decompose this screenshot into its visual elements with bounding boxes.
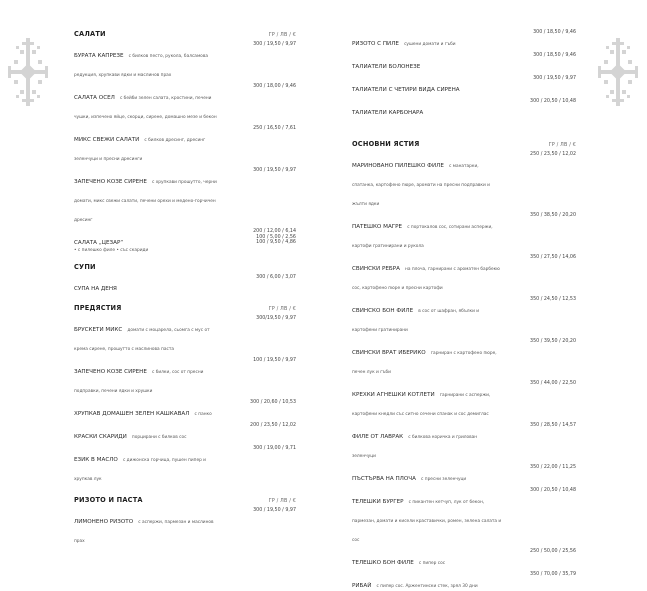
item-name: ЗАПЕЧЕНО КОЗЕ СИРЕНЕ — [74, 179, 147, 185]
item-desc: с билкова коричка и грилован зеленчуци — [352, 435, 478, 459]
section-title: СУПИ — [74, 263, 96, 272]
item-price: 300 / 18,50 / 9,46 — [533, 53, 576, 58]
item-desc: с хрупкави прошутто, черни домати, микс свежи салати, печени орехи и медено-горчичен дресинг — [74, 180, 217, 223]
menu-item — [74, 229, 296, 253]
menu-item — [74, 275, 296, 294]
item-name: КРАСКИ СКАРИДИ — [74, 434, 127, 441]
section-header-risotto — [74, 496, 296, 504]
item-desc: в сос от шафран, ябълки и картофени гратинирани — [352, 309, 480, 333]
menu-item — [74, 446, 296, 484]
item-price: 250 / 23,50 / 12,02 — [530, 152, 576, 157]
item-price: 300 / 19,00 / 9,71 — [253, 446, 296, 452]
item-price: 350 / 44,00 / 22,50 — [530, 381, 576, 386]
section-unit: ГР / ЛВ / € — [548, 143, 576, 148]
item-price: 300 / 6,00 / 3,07 — [256, 275, 296, 281]
item-name: САЛАТА ОСЕЛ — [74, 95, 115, 101]
menu-item — [74, 400, 296, 419]
menu-item — [74, 423, 296, 442]
menu-item — [352, 99, 576, 118]
menu-item — [352, 152, 576, 209]
item-desc: с дижонска горчица, пушен пипер и хрупкав лук — [74, 458, 206, 483]
item-price: 300/19,50 / 9,97 — [256, 316, 296, 322]
item-desc: порцирани с билков сос — [131, 435, 187, 441]
item-name: ТАЛИАТЕЛИ С ЧЕТИРИ ВИДА СИРЕНА — [352, 87, 460, 93]
item-name: БУРАТА КАПРЕЗЕ — [74, 53, 124, 59]
item-desc: с пикантен кетчуп, лук от бекон, пармезан, домати и кисели краставички, ромен, зелена салата и сос — [352, 500, 502, 543]
item-name: САЛАТА „ЦЕЗАР“ — [74, 240, 124, 246]
item-name: ТАЛИАТЕЛИ БОЛОНЕЗЕ — [352, 64, 421, 70]
section-title: ОСНОВНИ ЯСТИЯ — [352, 140, 420, 148]
item-price: 350 / 70,00 / 35,79 — [530, 572, 576, 577]
item-desc: с билков песто, рукола, балсамова редукция, хрупкави ядки и маслинов прах — [74, 54, 208, 78]
item-name: ХРУПКАВ ДОМАШЕН ЗЕЛЕН КАШКАВАЛ — [74, 411, 190, 418]
item-desc: с бейби зелен салата, кростини, печени чушки, изпечено яйце, скорци, сирене, домашно мезе и бекон — [74, 96, 217, 120]
section-header-mains — [352, 140, 576, 148]
item-desc: гарниран с картофено пюре, печен лук и гъби — [352, 351, 497, 375]
item-price: 300 / 19,50 / 9,97 — [533, 76, 576, 81]
item-name: ТЕЛЕШКО БОН ФИЛЕ — [352, 560, 414, 566]
item-desc: с пипер сос — [418, 561, 446, 566]
item-price: 100 / 19,50 / 9,97 — [253, 358, 296, 364]
menu-item — [352, 423, 576, 461]
item-price: 350 / 28,50 / 14,57 — [530, 423, 576, 428]
menu-item — [352, 339, 576, 377]
item-name: ФИЛЕ ОТ ЛАВРАК — [352, 434, 404, 440]
item-desc: с билки, сос от пресни подправки, печени ядки и хрушки — [74, 370, 204, 395]
item-name: ПЪСТЪРВА НА ПЛОЧА — [352, 476, 416, 482]
menu-item — [352, 213, 576, 251]
item-desc: с пипер сос. Аржентински стек, зрял 30 дни — [376, 584, 478, 589]
menu-item — [74, 358, 296, 396]
item-desc: на плоча, гарнирани с ароматен барбекю сос, картофено пюре и пресни картофи — [352, 267, 500, 291]
item-desc: с портокалов сос, сотирани аспержи, картофи гратинирани и рукола — [352, 225, 493, 249]
item-price: 300 / 20,60 / 10,53 — [250, 400, 296, 406]
item-price: 350 / 27,50 / 14,06 — [530, 255, 576, 260]
item-name: СВИНСКИ РЕБРА — [352, 266, 400, 272]
menu-item — [352, 76, 576, 95]
menu-item — [74, 126, 296, 164]
snowflake-ornament-icon — [6, 36, 50, 108]
item-name: СВИНСКО БОН ФИЛЕ — [352, 308, 414, 314]
item-desc: • с пилешко филе • със скариди — [74, 248, 149, 253]
item-price: 300 / 18,00 / 9,46 — [253, 84, 296, 89]
item-name: ТАЛИАТЕЛИ КАРБОНАРА — [352, 110, 424, 116]
item-name: РИЗОТО С ПИЛЕ — [352, 41, 399, 47]
menu-item — [352, 572, 576, 591]
menu-column-right — [352, 30, 576, 591]
menu-item — [352, 549, 576, 568]
section-header-starters — [74, 304, 296, 312]
menu-item — [74, 316, 296, 354]
item-desc: с пресни зеленчуци — [421, 477, 467, 482]
price-line: 100 / 5,00 / 2,56 — [256, 234, 296, 240]
item-name: МИКС СВЕЖИ САЛАТИ — [74, 137, 140, 143]
item-price: 350 / 24,50 / 12,53 — [530, 297, 576, 302]
item-price: 200 / 23,50 / 12,02 — [250, 423, 296, 429]
item-price: 350 / 22,00 / 11,25 — [530, 465, 576, 470]
item-name: ТЕЛЕШКИ БУРГЕР — [352, 499, 404, 505]
item-price: 300 / 19,50 / 9,97 — [253, 168, 296, 173]
section-header-soups — [74, 263, 296, 271]
menu-item — [74, 84, 296, 122]
item-price: 250 / 50,00 / 25,56 — [530, 549, 576, 554]
item-price: 300 / 19,50 / 9,97 — [253, 508, 296, 514]
menu-column-left — [74, 30, 296, 546]
menu-item — [74, 42, 296, 80]
item-price: 300 / 19,50 / 9,97 — [253, 42, 296, 47]
item-desc: с панко — [194, 412, 212, 418]
section-title: САЛАТИ — [74, 30, 106, 38]
item-price: 300 / 20,50 / 10,48 — [530, 488, 576, 493]
menu-item — [352, 297, 576, 335]
item-name: БРУСКЕТИ МИКС — [74, 327, 123, 334]
item-desc: с билков дресинг, дресинг зеленчуци и пресни дресинги — [74, 138, 206, 162]
menu-item — [352, 53, 576, 72]
item-name: ЛИМОНЕНО РИЗОТО — [74, 519, 134, 526]
item-name: СВИНСКИ ВРАТ ИБЕРИКО — [352, 350, 426, 356]
section-title: РИЗОТО И ПАСТА — [74, 496, 143, 505]
item-name: МАРИНОВАНО ПИЛЕШКО ФИЛЕ — [352, 163, 444, 169]
section-header-salads — [74, 30, 296, 38]
item-price: 300 / 18,50 / 9,46 — [533, 30, 576, 35]
price-line: 100 / 9,50 / 4,86 — [256, 240, 296, 246]
item-price: 350 / 39,50 / 20,20 — [530, 339, 576, 344]
price-line: 200 / 12,00 / 6,14 — [253, 229, 296, 234]
item-desc: с манатарки, спатанка, картофено пюре, аромати на пресни подправки и жълти ядки — [352, 164, 490, 207]
menu-item — [352, 381, 576, 419]
menu-item — [352, 255, 576, 293]
item-price: 300 / 20,50 / 10,48 — [530, 99, 576, 104]
item-name: ПАТЕШКО МАГРЕ — [352, 224, 403, 230]
item-name: КРЕХКИ АГНЕШКИ КОТЛЕТИ — [352, 392, 435, 398]
item-name: СУПА НА ДЕНЯ — [74, 286, 117, 293]
section-unit: ГР / ЛВ / € — [268, 33, 296, 38]
item-name: ЗАПЕЧЕНО КОЗЕ СИРЕНЕ — [74, 369, 147, 376]
menu-item — [74, 508, 296, 546]
section-unit: ГР / ЛВ / € — [268, 499, 296, 505]
snowflake-ornament-icon — [596, 36, 640, 108]
item-name: РИБАЙ — [352, 583, 372, 589]
item-price — [253, 229, 296, 246]
menu-item — [74, 168, 296, 225]
item-desc: с аспержи, пармезан и маслинов прах — [74, 520, 214, 545]
item-desc: домати с моцарела, сьомга с мус от крема сирене, прошутто с маслинова паста — [74, 328, 210, 353]
item-price: 250 / 16,50 / 7,61 — [253, 126, 296, 131]
item-price: 350 / 38,50 / 20,20 — [530, 213, 576, 218]
menu-item — [352, 488, 576, 545]
section-unit: ГР / ЛВ / € — [268, 307, 296, 313]
item-name: ЕЗИК В МАСЛО — [74, 457, 118, 464]
item-desc: сушени домати и гъби — [404, 42, 456, 47]
menu-item — [352, 30, 576, 49]
menu-item — [352, 465, 576, 484]
section-title: ПРЕДЯСТИЯ — [74, 304, 122, 313]
item-desc: гарнирани с аспержи, картофени кнедли със ситно сечени спанак и сос демиглас — [352, 393, 491, 417]
